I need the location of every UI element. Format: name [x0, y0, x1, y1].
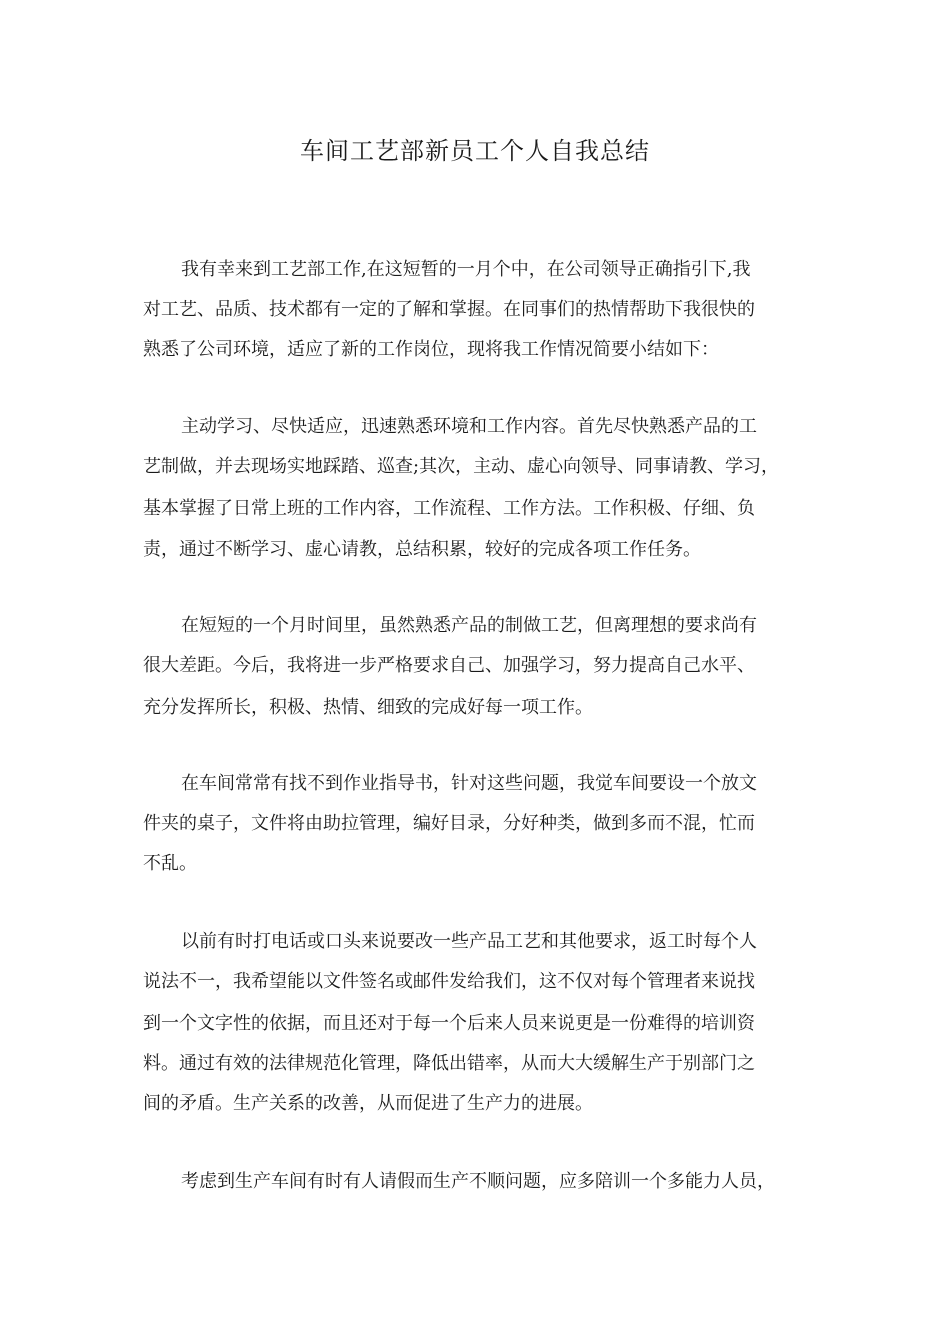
- paragraph-line: 在车间常常有找不到作业指导书，针对这些问题，我觉车间要设一个放文: [181, 773, 757, 794]
- paragraph-line: 到一个文字性的依据，而且还对于每一个后来人员来说更是一份难得的培训资: [143, 1013, 755, 1034]
- paragraph-line: 我有幸来到工艺部工作,在这短暂的一月个中，在公司领导正确指引下,我: [181, 259, 751, 280]
- paragraph-line: 充分发挥所长，积极、热情、细致的完成好每一项工作。: [143, 697, 593, 718]
- paragraph-line: 对工艺、品质、技术都有一定的了解和掌握。在同事们的热情帮助下我很快的: [143, 299, 755, 320]
- paragraph-line: 基本掌握了日常上班的工作内容，工作流程、工作方法。工作积极、仔细、负: [143, 498, 755, 519]
- paragraph-line: 间的矛盾。生产关系的改善，从而促进了生产力的进展。: [143, 1093, 593, 1114]
- paragraph-line: 在短短的一个月时间里，虽然熟悉产品的制做工艺，但离理想的要求尚有: [181, 615, 757, 636]
- paragraph-line: 件夹的桌子，文件将由助拉管理，编好目录，分好种类，做到多而不混，忙而: [143, 813, 755, 834]
- paragraph-line: 很大差距。今后，我将进一步严格要求自己、加强学习，努力提高自己水平、: [143, 655, 755, 676]
- paragraph-line: 料。通过有效的法律规范化管理，降低出错率，从而大大缓解生产于别部门之: [143, 1053, 755, 1074]
- paragraph-line: 以前有时打电话或口头来说要改一些产品工艺和其他要求，返工时每个人: [181, 931, 757, 952]
- paragraph-line: 熟悉了公司环境，适应了新的工作岗位，现将我工作情况简要小结如下：: [143, 339, 719, 360]
- paragraph-line: 不乱。: [143, 853, 197, 874]
- paragraph-line: 艺制做，并去现场实地踩踏、巡查;其次，主动、虚心向领导、同事请教、学习，: [143, 456, 780, 477]
- paragraph-line: 责，通过不断学习、虚心请教，总结积累，较好的完成各项工作任务。: [143, 539, 701, 560]
- paragraph-line: 考虑到生产车间有时有人请假而生产不顺问题，应多陪训一个多能力人员，: [181, 1171, 775, 1192]
- document-title: 车间工艺部新员工个人自我总结: [300, 137, 650, 165]
- paragraph-line: 主动学习、尽快适应，迅速熟悉环境和工作内容。首先尽快熟悉产品的工: [181, 416, 757, 437]
- paragraph-line: 说法不一，我希望能以文件签名或邮件发给我们，这不仅对每个管理者来说找: [143, 971, 755, 992]
